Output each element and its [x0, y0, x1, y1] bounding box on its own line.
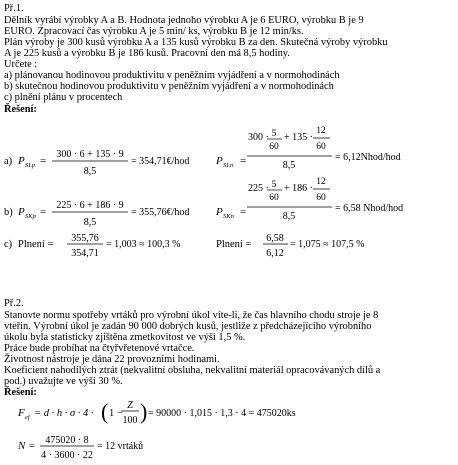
- a-right-eq: =: [240, 155, 247, 167]
- b-right-frac2-num: 12: [316, 177, 326, 187]
- c-left-den: 354,71: [71, 248, 99, 259]
- c-left-word: Plnení =: [18, 239, 54, 250]
- b-right-sub: SKn: [223, 213, 234, 220]
- n-lhs: N =: [18, 440, 36, 452]
- c-label: c): [4, 239, 13, 250]
- b-right-frac1-den: 60: [269, 193, 279, 203]
- a-right-num-a: 300 ·: [248, 132, 269, 143]
- n-den: 4 · 3600 · 22: [41, 450, 93, 461]
- a-left-eq: =: [40, 155, 47, 167]
- example1-line-1: Dělník vyrábí výrobky A a B. Hodnota jednoho výrobku A je 6 EURO, výrobku B je 9: [4, 15, 364, 26]
- example2-line-7: pod.) uvažujte ve výši 30 %.: [4, 376, 123, 387]
- f-lhs-sub: ef: [25, 414, 30, 421]
- example2-line-3: úkolu byla statisticky zjištěna zmetkovitost ve výši 1,5 %.: [4, 332, 246, 343]
- f-one-minus: 1 −: [109, 408, 123, 419]
- b-left-result: = 355,76€/hod: [131, 207, 190, 218]
- b-right-num-b: + 186 ·: [284, 183, 313, 194]
- b-left-den: 8,5: [83, 217, 97, 228]
- example1-line-3: Plán výroby je 300 kusů výrobku A a 135 kusů výrobku B za den. Skutečná výroby výrobku: [4, 37, 388, 48]
- c-right-result: = 1,075 ≈ 107,5 %: [290, 239, 365, 250]
- f-paren-close: ): [140, 399, 148, 424]
- example1-formulas: [0, 120, 458, 280]
- b-right-den: 8,5: [282, 211, 296, 222]
- a-left-sub: SLp: [25, 162, 36, 169]
- b-right-num-a: 225 ·: [248, 183, 269, 194]
- example1-line-4: A je 225 kusů a výrobku B je 186 kusů. Pracovní den má 8,5 hodiny.: [4, 48, 290, 59]
- b-right-frac1-num: 5: [271, 180, 277, 190]
- a-right-sub: SLn: [223, 162, 234, 169]
- a-right-frac2-den: 60: [316, 142, 326, 152]
- example2-line-4: Práce bude probíhat na čtyřvřetenové vrtačce.: [4, 343, 195, 354]
- f-paren-open: (: [101, 399, 109, 424]
- f-result: = 90000 · 1,015 · 1,3 · 4 = 475020ks: [148, 408, 296, 419]
- b-right-frac2-den: 60: [316, 193, 326, 203]
- a-label: a): [4, 156, 13, 167]
- a-left-p: P: [18, 155, 25, 167]
- b-right-result: = 6,58 Nhod/hod: [335, 203, 404, 214]
- example2-line-6: Koeficient nahodilých ztrát (nekvalitní obsluha, nekvalitní materiál opracovávaných dílů a: [4, 365, 381, 376]
- a-left-result: = 354,71€/hod: [131, 156, 190, 167]
- example1-line-6: a) plánovanou hodinovou produktivitu v peněžním vyjádření a v normohodinách: [4, 70, 340, 81]
- c-left-num: 355,76: [71, 233, 99, 244]
- b-left-sub: SKp: [25, 213, 36, 220]
- example2-line-2: vteřin. Výrobní úkol je zadán 90 000 dobrých kusů, jestliže z předcházejícího výrobního: [4, 321, 372, 332]
- n-result: = 12 vrtáků: [97, 441, 144, 452]
- example2-formulas: [0, 399, 458, 465]
- example1-line-8: c) plnění plánu v procentech: [4, 92, 123, 103]
- example1-line-5: Určete :: [4, 59, 38, 70]
- f-expr: = d · h · σ · 4 ·: [34, 408, 94, 419]
- b-label: b): [4, 207, 13, 218]
- b-right-eq: =: [240, 206, 247, 218]
- a-right-frac1-den: 60: [269, 142, 279, 152]
- b-left-num: 225 · 6 + 186 · 9: [56, 200, 124, 211]
- f-hundred: 100: [122, 415, 138, 426]
- a-left-den: 8,5: [83, 166, 97, 177]
- n-num: 475020 · 8: [45, 435, 89, 446]
- example1-line-2: EURO. Zpracovací čas výrobku A je 5 min/ ks, výrobku B je 12 min/ks.: [4, 26, 304, 37]
- example2-solution-label: Řešení:: [4, 387, 37, 398]
- a-right-p: P: [216, 155, 223, 167]
- a-right-num-b: + 135 ·: [284, 132, 313, 143]
- a-left-num: 300 · 6 + 135 · 9: [56, 149, 124, 160]
- a-right-result: = 6,12Nhod/hod: [335, 152, 401, 163]
- a-right-den: 8,5: [282, 160, 296, 171]
- b-left-p: P: [18, 206, 25, 218]
- example2-line-1: Stanovte normu spotřeby vrtáků pro výrobní úkol víte-li, že čas hlavního chodu stroje je 8: [4, 310, 379, 321]
- c-right-word: Plnení =: [216, 239, 252, 250]
- a-right-frac1-num: 5: [271, 129, 277, 139]
- c-right-den: 6,12: [266, 248, 284, 259]
- c-right-num: 6,58: [266, 233, 284, 244]
- f-z: Z: [127, 400, 133, 411]
- example1-title: Př.1.: [4, 3, 24, 14]
- example1-solution-label: Řešení:: [4, 104, 37, 115]
- b-left-eq: =: [40, 206, 47, 218]
- b-right-p: P: [216, 206, 223, 218]
- example2-title: Př.2.: [4, 298, 24, 309]
- example2-line-5: Životnost nástroje je dána 22 provozními hodinami.: [4, 354, 220, 365]
- example1-line-7: b) skutečnou hodinovou produktivitu v peněžním vyjádření a v normohodinách: [4, 81, 334, 92]
- a-right-frac2-num: 12: [316, 126, 326, 136]
- f-lhs: F: [18, 407, 25, 419]
- c-left-result: = 1,003 ≈ 100,3 %: [106, 239, 181, 250]
